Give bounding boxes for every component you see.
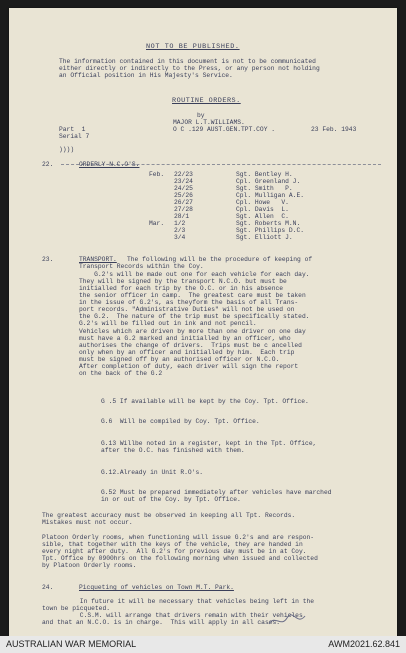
serial-number: Serial 7 [59,133,90,140]
notice-line: an Official position in His Majesty's Service. [59,72,233,79]
accuracy-note: Mistakes must not occur. [42,519,133,526]
form-note: G.12.Already in Unit R.O's. [101,469,204,476]
form-note: G.13 Willbe noted in a register, kept in the Tpt. Office, after the O.C. has finished with them. [101,440,317,454]
document-page: NOT TO BE PUBLISHED. The information contained in this document is not to be communicated either directly or indirectly to the Press, or any person not holding an Official position in His Majesty's Service. ROUTINE ORDERS. by MAJOR L.T.WILLIAMS. Part 1 O C .129 AUST.GEN.TPT.COY . 23 Feb. 1943 Serial 7 )))) 22. ORDERLY N.C.O'S. Feb. 22/23 Sgt. Bentley H. 23/24 Cpl. Greenland J. 24/25 Sgt. Smith P. 25/26 Cpl. Mulligan A.E. 26/27 Cpl. Howe V. 27/28 Cpl. Davis L. 28/1 Sgt. Allen C. Mar. 1/2 Sgt. Roberts M.N. 2/3 Sgt. Phillips D.C. 3/4 Sgt. Elliott J. 23. TRANSPORT. The following will be the procedure of keeping of Transport Records within the Coy. G.2's will be made out one for each vehicle for each day. They will be signed by the transport N.C.O. but must be initialled for each trip by the O.C. or in his absence the senior officer in camp. The greatest care must be taken in the issue of G.2's, as theyform the basis of all Trans- port records. "Administrative Duties" will not be used on the G.2. The nature of the trip must be specifically stated. G.2's will be filled out in ink and not pencil. Vehicles which are driven by more than one driver on one day must have a G.2 marked and initialled by an officer, who authorises the change of drivers. Trips must be c ancelled only when by an officer and initialled by him. Each trip must be signed off by an authorised officer or N.C.O. After completion of duty, each driver will sign the report on the back of the G.2 G .5 If available will be kept by the Coy. Tpt. Office. G.6 Will be compiled by Coy. Tpt. Office. G.13 Willbe noted in a register, kept in the Tpt. Office, after the O.C. has finished with them. G.12.Already in Unit R.O's. G.52 Must be prepared immediately after vehicles have marched in or out of the Coy. by Tpt. Office. The greatest accuracy must be observed in keeping all Tpt. Records. Mistakes must not occur. Platoon Orderly rooms, when functioning will issue G.2's and are respon- sible, that together with the keys of the vehicle, they are handed in every night after duty. All G.2's for previous day must be in at Coy. Tpt. Office by 0900hrs on the following morning when issued and collected by Platoon Orderly rooms. 24. Picqueting of vehicles on Town M.T. Park. In future it will be necessary that vehicles being left in the town be picqueted. C.S.M. will arrange that drivers remain with their vehicles and that an N.C.O. is in charge. This will apply in all cases. [9,8,397,636]
section-number: 24. [42,584,54,591]
author-name: MAJOR L.T.WILLIAMS. [173,119,245,126]
section-heading: Picqueting of vehicles on Town M.T. Park. [79,584,234,591]
section-number: 23. [42,256,54,263]
archive-footer [0,636,406,653]
notice-line: The information contained in this document is not to be communicated [59,58,316,65]
section-heading: ORDERLY N.C.O'S. [79,161,140,168]
archive-reference: AWM2021.62.841 [328,639,400,649]
order-date: 23 Feb. 1943 [311,126,357,133]
unit-name: O C .129 AUST.GEN.TPT.COY . [173,126,276,133]
section-number: 22. [42,161,54,168]
form-note: G .5 If available will be kept by the Coy. Tpt. Office. [101,398,309,405]
form-note: G.6 Will be compiled by Coy. Tpt. Office. [101,418,260,425]
margin-mark: )))) [59,146,75,153]
form-note: G.52 Must be prepared immediately after vehicles have marched in or out of the Coy. by Tpt. Office. [101,489,332,503]
restriction-heading: NOT TO BE PUBLISHED. [146,43,240,51]
part-number: Part 1 [59,126,86,133]
archive-name: AUSTRALIAN WAR MEMORIAL [6,639,137,649]
document-title: ROUTINE ORDERS. [172,97,241,105]
by-label: by [197,112,205,119]
accuracy-note: The greatest accuracy must be observed in keeping all Tpt. Records. [42,512,296,519]
handwritten-signature [267,612,307,630]
section-heading: TRANSPORT. [79,256,117,263]
notice-line: either directly or indirectly to the Press, or any person not holding [59,65,320,72]
